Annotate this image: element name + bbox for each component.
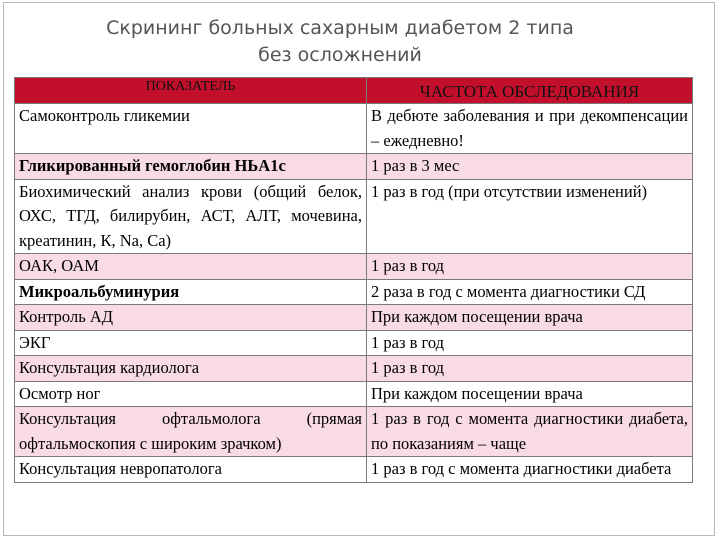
header-indicator: ПОКАЗАТЕЛЬ <box>15 78 367 104</box>
table-row <box>15 179 693 254</box>
indicator-cell: Консультация офтальмолога (прямая офтальмоскопия с широким зрачком) <box>15 407 367 457</box>
indicator-cell: Биохимический анализ крови (общий белок, ОХС, ТГД, билирубин, АСТ, АЛТ, мочевина, креатинин, К, Na, Ca) <box>15 179 367 254</box>
indicator-cell: Контроль АД <box>15 305 367 331</box>
frequency-cell: 1 раз в год <box>367 356 693 382</box>
frequency-cell: При каждом посещении врача <box>367 381 693 407</box>
table-row <box>15 104 693 154</box>
indicator-cell: Микроальбуминурия <box>15 279 367 305</box>
table-row <box>15 279 693 305</box>
frequency-cell: 1 раз в год с момента диагностики диабета <box>367 457 693 483</box>
screening-table <box>14 77 693 483</box>
table-header-row <box>15 78 693 104</box>
frequency-cell: 1 раз в год <box>367 330 693 356</box>
table-row <box>15 330 693 356</box>
table-row <box>15 381 693 407</box>
header-frequency: ЧАСТОТА ОБСЛЕДОВАНИЯ <box>367 78 693 104</box>
frequency-cell: 2 раза в год с момента диагностики СД <box>367 279 693 305</box>
table-row <box>15 254 693 280</box>
page-title <box>4 15 676 69</box>
table-row <box>15 457 693 483</box>
title-line-1: Скрининг больных сахарным диабетом 2 типа <box>106 17 574 39</box>
indicator-cell: Осмотр ног <box>15 381 367 407</box>
frequency-cell: 1 раз в год (при отсутствии изменений) <box>367 179 693 254</box>
indicator-cell: Консультация кардиолога <box>15 356 367 382</box>
indicator-cell: Самоконтроль гликемии <box>15 104 367 154</box>
frequency-cell: 1 раз в 3 мес <box>367 154 693 180</box>
frequency-cell: При каждом посещении врача <box>367 305 693 331</box>
frequency-cell: 1 раз в год <box>367 254 693 280</box>
frequency-cell: В дебюте заболевания и при декомпенсации – ежедневно! <box>367 104 693 154</box>
table-row <box>15 407 693 457</box>
indicator-cell: ОАК, ОАМ <box>15 254 367 280</box>
indicator-cell: Гликированный гемоглобин HЬA1c <box>15 154 367 180</box>
table-row <box>15 154 693 180</box>
table-row <box>15 356 693 382</box>
table-row <box>15 305 693 331</box>
indicator-cell: Консультация невропатолога <box>15 457 367 483</box>
title-line-2: без осложнений <box>258 44 422 66</box>
frequency-cell: 1 раз в год с момента диагностики диабета, по показаниям – чаще <box>367 407 693 457</box>
indicator-cell: ЭКГ <box>15 330 367 356</box>
